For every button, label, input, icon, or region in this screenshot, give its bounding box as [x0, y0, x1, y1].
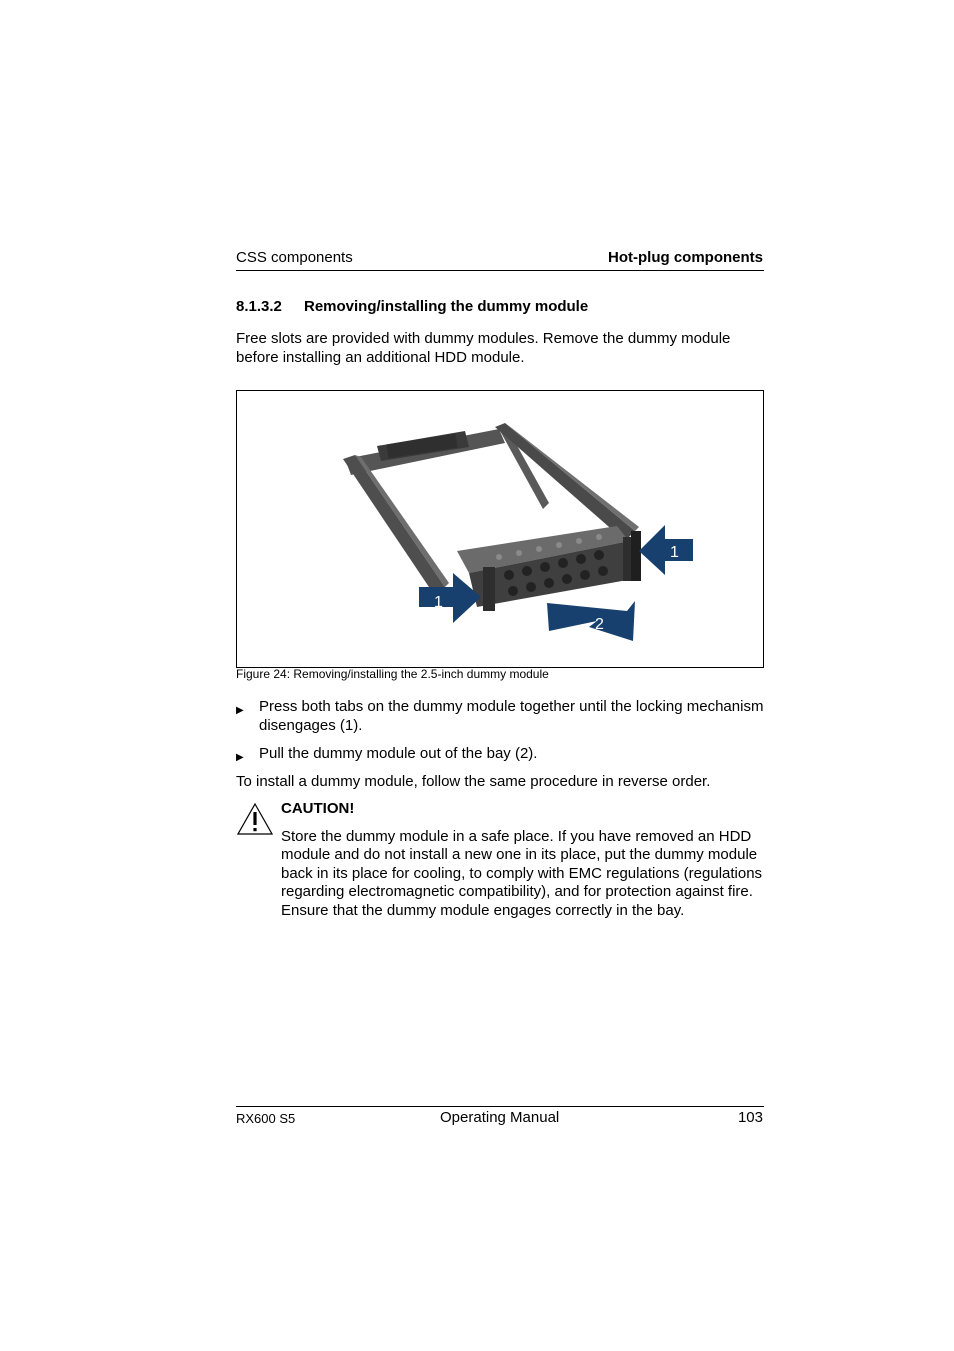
caution-title: CAUTION!	[281, 800, 355, 817]
warning-triangle-icon	[237, 803, 273, 840]
bullet-triangle-icon: ▶	[236, 752, 244, 763]
step-text: Pull the dummy module out of the bay (2).	[259, 745, 538, 762]
step-text: Press both tabs on the dummy module together until the locking mechanism disengages (1).	[259, 698, 764, 734]
header-rule	[236, 270, 764, 271]
dummy-module-illustration	[237, 391, 763, 667]
bullet-triangle-icon: ▶	[236, 705, 244, 716]
footer-rule	[236, 1106, 764, 1107]
figure-caption: Figure 24: Removing/installing the 2.5-inch dummy module	[236, 667, 549, 681]
footer-title: Operating Manual	[440, 1109, 560, 1126]
right-press-arrow	[639, 525, 693, 575]
pull-arrow-label: 2	[595, 616, 604, 633]
right-arrow-label: 1	[670, 544, 679, 561]
install-note: To install a dummy module, follow the same procedure in reverse order.	[236, 773, 711, 790]
intro-paragraph: Free slots are provided with dummy modules. Remove the dummy module before installing an additional HDD module.	[236, 330, 731, 366]
figure-frame	[236, 390, 764, 668]
section-title: Removing/installing the dummy module	[304, 298, 589, 315]
section-heading	[236, 298, 588, 315]
caution-text: Store the dummy module in a safe place. If you have removed an HDD module and do not install a new one in its place, put the dummy module back in its place for cooling, to comply with EMC regulations (regulations regarding electromagnetic compatibility), and for protection against fire. Ensure that the dummy module engages correctly in the bay.	[281, 828, 763, 919]
running-header-left: CSS components	[236, 249, 353, 266]
section-number: 8.1.3.2	[236, 298, 282, 315]
running-header-right: Hot-plug components	[608, 249, 763, 266]
left-arrow-label: 1	[434, 594, 443, 611]
pull-arrow	[547, 601, 635, 641]
footer-model: RX600 S5	[236, 1111, 296, 1126]
page-number: 103	[737, 1109, 763, 1126]
